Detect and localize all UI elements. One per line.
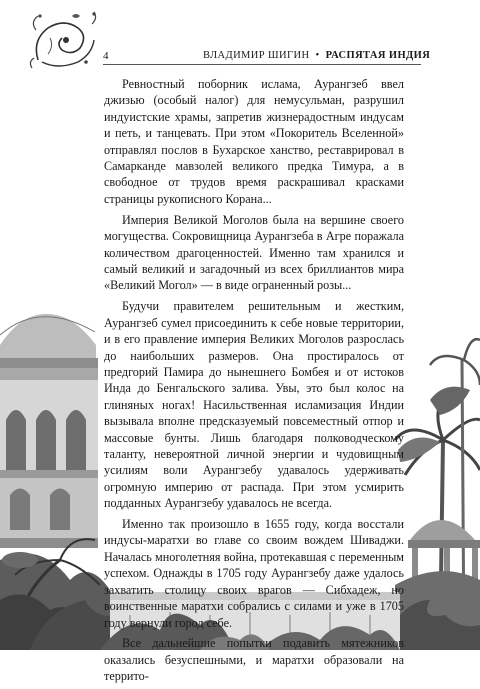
header-rule — [103, 64, 421, 65]
paragraph: Именно так произошло в 1655 году, когда восстали индусы-маратхи во главе со своим вождем Шиваджи. Началась многолетняя война, протекавшая с переменным успехом. Однажды в 1705 году Аурангзебу даже удалось захватить столицу своих врагов — Сибхадеж, но воинственные маратхи собрались с силами и уже в 1705 году вернули город себе. — [104, 517, 404, 630]
left-pavilion — [0, 314, 98, 548]
paragraph: Империя Великой Моголов была на вершине своего могущества. Сокровищница Аурангзеба в Агре поражала количеством драгоценностей. Именно там хранился и самый великий и загадочный из всех бриллиантов мира «Великий Могол» — в виде ограненный розы... — [104, 212, 404, 293]
page-number: 4 — [103, 50, 109, 62]
running-header — [203, 50, 430, 61]
paragraph: Все дальнейшие попытки подавить мятежников оказались безуспешными, и маратхи образовали на террито- — [104, 636, 404, 684]
paragraph: Ревностный поборник ислама, Аурангзеб ввел джизью (особый налог) для немусульман, разрушил индуистские храмы, запретив жизнерадостным индусам и петь, и танцевать. При этом «Покоритель Вселенной» отправлял послов в Бухарское ханство, реставрировал в Самарканде мавзолей великого предка Тимура, а в свободное от трудов время раскрашивал красками страницы рукописного Корана... — [104, 77, 404, 206]
paisley-ornament-icon — [28, 10, 102, 74]
paragraph: Будучи правителем решительным и жестким, Аурангзеб сумел присоединить к себе новые территории, и в его правление империя Великих Моголов разрослась до наибольших размеров. Она простиралось от предгорий Памира до нынешнего Бомбея и от истоков Инда до Бенгальского залива. Увы, это был колос на глиняных ногах! Насильственная исламизация Индии вызывала вполне предсказуемый повсеместный отпор и массовые бунты. Лишь благодаря полководческому таланту, невероятной личной энергии и чудовищным усилиям воли Аурангзебу удавалось удерживать огромную империю от распада. При этом усмирить подданных Аурангзебу удавалось не всегда. — [104, 299, 404, 511]
author-name: ВЛАДИМИР ШИГИН — [203, 50, 310, 61]
book-title: РАСПЯТАЯ ИНДИЯ — [325, 50, 431, 61]
body-text — [104, 76, 404, 689]
header-separator: • — [315, 50, 320, 61]
